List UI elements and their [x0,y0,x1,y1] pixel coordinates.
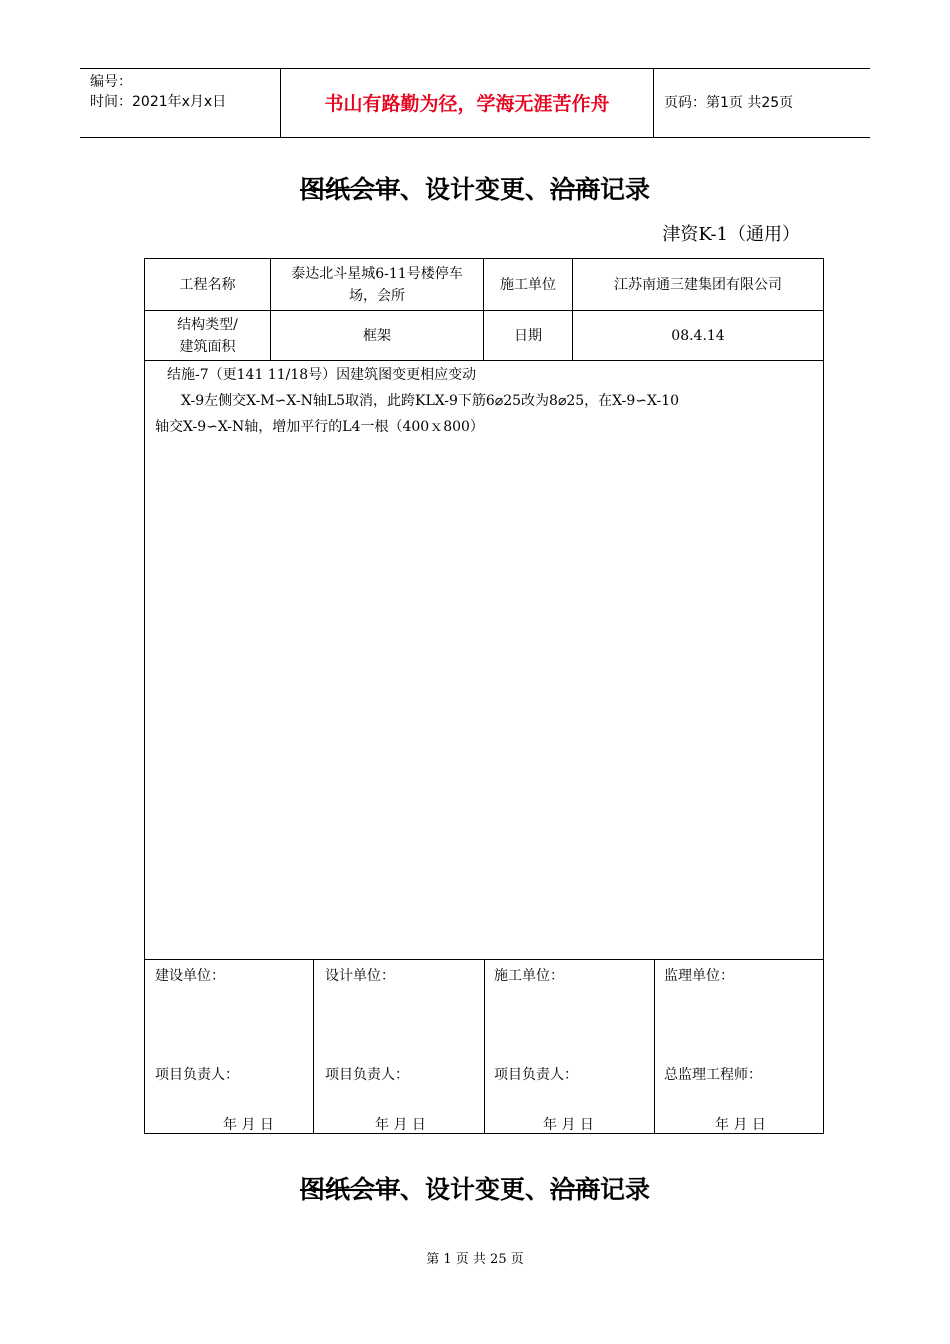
page-header [80,68,870,138]
title-part-2: 、设计变更、 [399,1175,550,1204]
sign-date: 年 月 日 [543,1117,594,1133]
date-label: 日期 [514,327,542,344]
number-label: 编号： [90,74,132,90]
design-unit-label: 设计单位： [325,968,395,984]
contractor-unit-label: 施工单位： [494,968,564,984]
structure-type-label: 结构类型/建筑面积 [177,316,238,355]
project-leader-label: 项目负责人： [494,1067,578,1083]
title-part-3: 洽商 [550,175,601,204]
title-part-1: 图纸会审 [299,175,400,204]
construction-unit-label: 建设单位： [155,968,225,984]
sign-date: 年 月 日 [223,1117,274,1133]
page-footer: 第 1 页 共 25 页 [426,1252,524,1267]
content-line: X-9左侧交X-M∽X-N轴L5取消，此跨KLX-9下筋6⌀25改为8⌀25，在X-9∽X-10 [181,393,680,409]
change-content [145,362,823,440]
document-title-repeat [0,1170,950,1206]
date-value: 08.4.14 [671,327,725,344]
title-part-4: 记录 [600,175,651,204]
content-line: 轴交X-9∽X-N轴，增加平行的L4一根（400ｘ800） [155,419,484,435]
sign-date: 年 月 日 [375,1117,426,1133]
form-code: 津资K-1（通用） [662,224,800,245]
contractor-label: 施工单位 [500,276,556,293]
table-line [313,959,314,1133]
project-name-label: 工程名称 [179,276,236,293]
header-left-cell [80,69,281,137]
content-line: 结施-7（更141 11/18号）因建筑图变更相应变动 [167,367,477,383]
project-name-value: 泰达北斗星城6-11号楼停车场，会所 [291,265,463,304]
title-part-3: 洽商 [550,1175,601,1204]
title-part-1: 图纸会审 [299,1175,400,1204]
chief-supervisor-label: 总监理工程师： [664,1067,762,1083]
table-line [145,360,823,361]
table-line [654,959,655,1133]
header-motto: 书山有路勤为径，学海无涯苦作舟 [281,69,654,137]
project-leader-label: 项目负责人： [155,1067,239,1083]
project-leader-label: 项目负责人： [325,1067,409,1083]
sign-date: 年 月 日 [715,1117,766,1133]
record-table [144,258,824,1134]
supervision-unit-label: 监理单位： [664,968,734,984]
structure-type-value: 框架 [363,327,391,344]
title-part-4: 记录 [600,1175,651,1204]
contractor-value: 江苏南通三建集团有限公司 [614,276,782,293]
table-line [484,959,485,1133]
time-label: 时间：2021年x月x日 [90,94,227,110]
header-page-info: 页码：第1页 共25页 [664,95,794,111]
document-title [0,170,950,206]
title-part-2: 、设计变更、 [399,175,550,204]
